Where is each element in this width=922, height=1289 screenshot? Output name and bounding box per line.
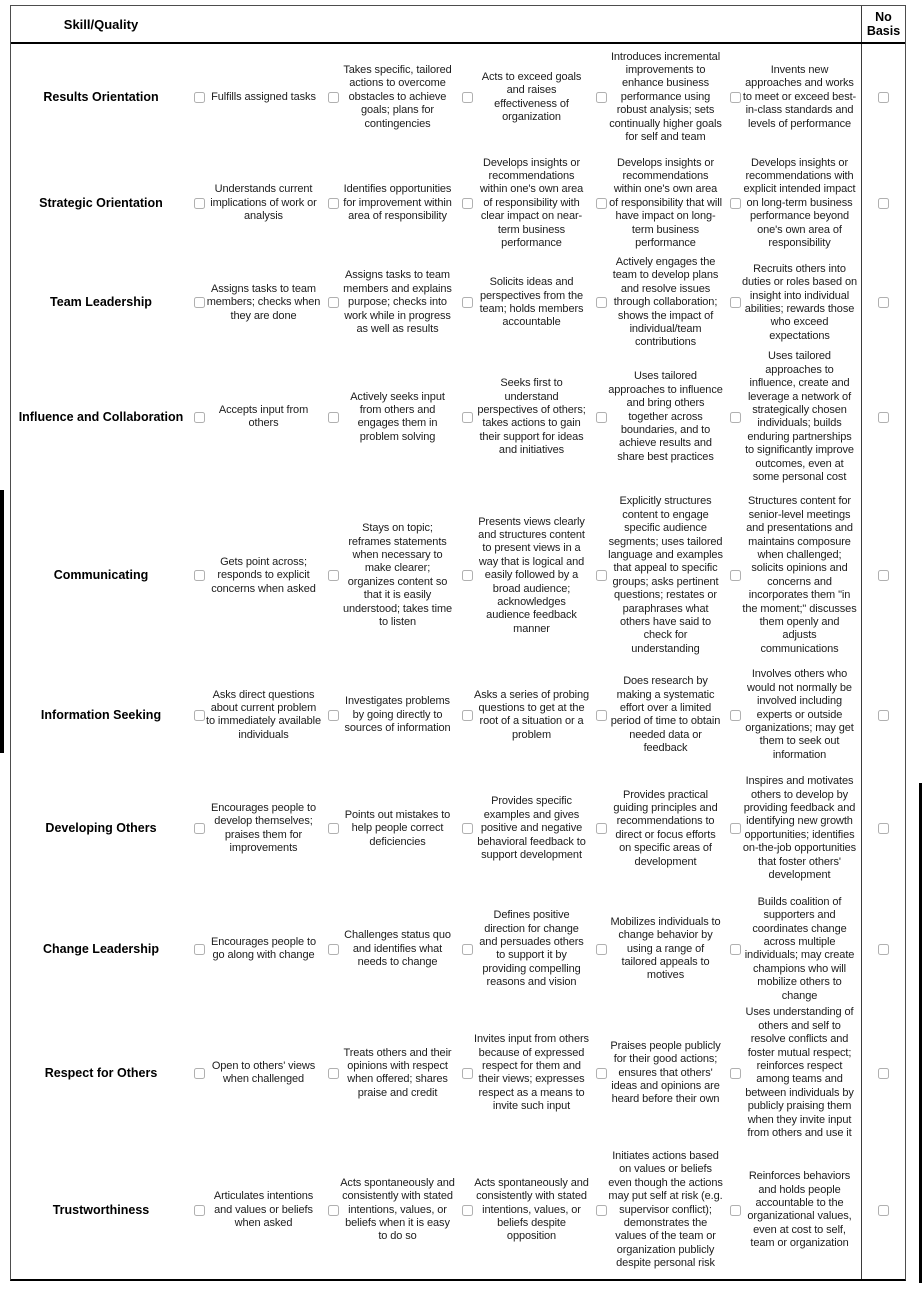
- level-cell: [727, 775, 861, 882]
- skill-name-cell: [11, 1203, 191, 1218]
- no-basis-cell: [861, 350, 905, 485]
- level-cell: [191, 689, 325, 743]
- no-basis-checkbox[interactable]: [878, 710, 889, 721]
- level-cell: [459, 909, 593, 989]
- level-checkbox[interactable]: [328, 1068, 339, 1079]
- level-cell: [325, 809, 459, 849]
- header-spacer: [191, 6, 861, 42]
- no-basis-checkbox[interactable]: [878, 1205, 889, 1216]
- skill-row: [11, 256, 905, 350]
- skill-name-cell: [11, 942, 191, 957]
- no-basis-cell: [861, 894, 905, 1005]
- level-checkbox[interactable]: [194, 823, 205, 834]
- no-basis-cell: [861, 151, 905, 256]
- skill-row: [11, 350, 905, 485]
- level-description: Asks a series of probing questions to get at the root of a situation or a problem: [474, 688, 589, 741]
- level-description: Initiates actions based on values or beliefs even though the actions may put self at risk (e.g. supervisor conflict); demonstrates the values of the team or organization publicly despite personal risk: [608, 1150, 723, 1270]
- level-checkbox[interactable]: [194, 92, 205, 103]
- level-description: Fulfills assigned tasks: [211, 90, 316, 103]
- level-cell: [727, 495, 861, 656]
- skill-name-cell: [11, 196, 191, 211]
- page-edge-artifact-left: [0, 490, 4, 753]
- level-cell: [325, 695, 459, 735]
- level-cell: [325, 1177, 459, 1244]
- level-checkbox[interactable]: [596, 823, 607, 834]
- level-description: Defines positive direction for change and persuades others to support it by providing compelling reasons and vision: [479, 909, 584, 989]
- level-checkbox[interactable]: [194, 412, 205, 423]
- level-checkbox[interactable]: [596, 92, 607, 103]
- level-cell: [325, 522, 459, 629]
- level-description: Involves others who would not normally be involved including experts or outside organizations; may get them to seek out information: [745, 668, 854, 761]
- level-description: Asks direct questions about current problem to immediately available individuals: [206, 688, 321, 741]
- skill-row: [11, 485, 905, 667]
- level-cell: [727, 263, 861, 343]
- level-cell: [191, 283, 325, 323]
- skill-row: [11, 894, 905, 1005]
- level-checkbox[interactable]: [730, 823, 741, 834]
- level-description: Recruits others into duties or roles based on insight into individual abilities; rewards those who exceed expectations: [742, 262, 858, 342]
- level-description: Challenges status quo and identifies what needs to change: [344, 929, 451, 969]
- table-header-row: [11, 6, 905, 44]
- level-description: Develops insights or recommendations within one's own area of responsibility that will have impact on long-term business performance: [609, 156, 722, 250]
- level-description: Uses understanding of others and self to resolve conflicts and foster mutual respect; reinforces respect among teams and between individuals by publicly praising them when they invite input from others and use it: [745, 1006, 854, 1139]
- level-description: Uses tailored approaches to influence, create and leverage a network of strategically chosen individuals; builds enduring partnerships to significantly improve outcomes, even at some personal cost: [745, 350, 854, 483]
- level-cell: [593, 1040, 727, 1107]
- level-description: Actively engages the team to develop plans and resolve issues through collaboration; shows the impact of individual/team contributions: [612, 256, 719, 349]
- no-basis-checkbox[interactable]: [878, 92, 889, 103]
- level-checkbox[interactable]: [730, 92, 741, 103]
- level-cell: [459, 795, 593, 862]
- level-checkbox[interactable]: [730, 198, 741, 209]
- level-cell: [593, 157, 727, 251]
- level-cell: [325, 391, 459, 445]
- level-checkbox[interactable]: [194, 944, 205, 955]
- level-cell: [459, 276, 593, 330]
- level-description: Actively seeks input from others and engages them in problem solving: [350, 390, 445, 443]
- level-cell: [459, 689, 593, 743]
- level-checkbox[interactable]: [596, 1205, 607, 1216]
- level-cell: [593, 916, 727, 983]
- level-cell: [727, 1170, 861, 1250]
- level-description: Mobilizes individuals to change behavior by using a range of tailored appeals to motives: [610, 915, 721, 982]
- level-checkbox[interactable]: [730, 570, 741, 581]
- skill-name: Developing Others: [45, 821, 157, 836]
- level-cell: [325, 1047, 459, 1101]
- level-checkbox[interactable]: [596, 710, 607, 721]
- no-basis-checkbox[interactable]: [878, 823, 889, 834]
- level-description: Takes specific, tailored actions to overcome obstacles to achieve goals; plans for contingencies: [343, 63, 452, 130]
- level-description: Open to others' views when challenged: [211, 1059, 316, 1086]
- level-description: Accepts input from others: [218, 403, 309, 430]
- level-checkbox[interactable]: [596, 570, 607, 581]
- level-checkbox[interactable]: [462, 823, 473, 834]
- level-description: Understands current implications of work or analysis: [210, 183, 317, 223]
- level-checkbox[interactable]: [328, 710, 339, 721]
- competency-rating-table: [10, 5, 906, 1281]
- level-checkbox[interactable]: [596, 297, 607, 308]
- level-checkbox[interactable]: [730, 1068, 741, 1079]
- skill-name: Information Seeking: [40, 707, 162, 722]
- level-checkbox[interactable]: [328, 198, 339, 209]
- level-cell: [593, 256, 727, 350]
- no-basis-checkbox[interactable]: [878, 412, 889, 423]
- level-checkbox[interactable]: [328, 570, 339, 581]
- level-description: Presents views clearly and structures content to present views in a way that is logical and easily followed by a broad audience; acknowledges audience feedback manner: [478, 515, 585, 635]
- level-description: Points out mistakes to help people correct deficiencies: [344, 808, 451, 848]
- skill-name: Change Leadership: [43, 941, 159, 956]
- level-description: Acts spontaneously and consistently with stated intentions, values, or beliefs despite opposition: [474, 1176, 589, 1243]
- level-description: Does research by making a systematic effort over a limited period of time to obtain needed data or feedback: [610, 675, 721, 755]
- skill-name-cell: [11, 1066, 191, 1081]
- skill-name: Team Leadership: [50, 295, 152, 310]
- skill-name-cell: [11, 568, 191, 583]
- level-cell: [727, 668, 861, 762]
- skill-name: Respect for Others: [44, 1065, 158, 1080]
- skill-name: Communicating: [53, 568, 149, 583]
- level-cell: [325, 64, 459, 131]
- no-basis-checkbox[interactable]: [878, 944, 889, 955]
- level-cell: [459, 1177, 593, 1244]
- level-description: Inspires and motivates others to develop by providing feedback and identifying new growth opportunities; identifies on-the-job opportunities that foster others' development: [742, 775, 857, 882]
- level-cell: [191, 183, 325, 223]
- no-basis-cell: [861, 44, 905, 151]
- skill-row: [11, 667, 905, 764]
- level-description: Praises people publicly for their good actions; ensures that others' ideas and opinions are heard before their own: [610, 1039, 721, 1106]
- level-checkbox[interactable]: [328, 1205, 339, 1216]
- skill-name-cell: [11, 295, 191, 310]
- level-cell: [191, 1190, 325, 1230]
- level-cell: [459, 1033, 593, 1113]
- level-checkbox[interactable]: [462, 710, 473, 721]
- skill-name-cell: [11, 410, 191, 425]
- level-cell: [325, 929, 459, 969]
- level-description: Encourages people to go along with change: [210, 935, 317, 962]
- skill-name: Influence and Collaboration: [18, 409, 184, 424]
- level-cell: [325, 183, 459, 223]
- level-checkbox[interactable]: [462, 1205, 473, 1216]
- level-checkbox[interactable]: [194, 1068, 205, 1079]
- level-cell: [459, 377, 593, 457]
- skill-name: Strategic Orientation: [39, 196, 163, 210]
- skill-name-cell: [11, 708, 191, 723]
- no-basis-cell: [861, 1142, 905, 1279]
- level-description: Invents new approaches and works to meet or exceed best-in-class standards and levels of performance: [742, 63, 857, 130]
- level-cell: [727, 896, 861, 1003]
- level-cell: [459, 71, 593, 125]
- skill-name: Trustworthiness: [52, 1202, 150, 1217]
- level-checkbox[interactable]: [730, 944, 741, 955]
- level-cell: [593, 51, 727, 145]
- level-description: Acts to exceed goals and raises effectiveness of organization: [481, 70, 582, 123]
- level-cell: [593, 675, 727, 755]
- level-checkbox[interactable]: [730, 710, 741, 721]
- level-description: Provides practical guiding principles and recommendations to direct or focus efforts on specific areas of development: [613, 788, 718, 868]
- skill-quality-header-label: Skill/Quality: [63, 16, 139, 32]
- level-checkbox[interactable]: [194, 570, 205, 581]
- no-basis-checkbox[interactable]: [878, 570, 889, 581]
- level-cell: [459, 157, 593, 251]
- no-basis-header-cell: [861, 6, 905, 42]
- level-cell: [593, 1150, 727, 1271]
- level-checkbox[interactable]: [596, 198, 607, 209]
- level-checkbox[interactable]: [730, 297, 741, 308]
- level-checkbox[interactable]: [328, 297, 339, 308]
- level-description: Structures content for senior-level meetings and presentations and maintains composure when challenged; solicits opinions and concerns and incorporates them "in the moment;" discusses them openly and adjusts communications: [742, 495, 857, 655]
- no-basis-cell: [861, 485, 905, 667]
- level-description: Explicitly structures content to engage specific audience segments; uses tailored language and examples that appeal to specific groups; asks pertinent questions; restates or paraphrases what others have said to check for understanding: [608, 495, 723, 655]
- level-cell: [191, 556, 325, 596]
- skill-row: [11, 764, 905, 894]
- level-description: Reinforces behaviors and holds people accountable to the organizational values, even at cost to self, team or organization: [747, 1170, 852, 1250]
- level-description: Gets point across; responds to explicit concerns when asked: [211, 555, 316, 595]
- no-basis-checkbox[interactable]: [878, 198, 889, 209]
- level-description: Builds coalition of supporters and coordinates change across multiple individuals; may create champions who will mobilize others to change: [744, 895, 855, 1002]
- level-description: Seeks first to understand perspectives of others; takes actions to gain their support for ideas and initiatives: [477, 377, 586, 457]
- skill-name: Results Orientation: [43, 90, 159, 104]
- level-description: Investigates problems by going directly to sources of information: [344, 695, 451, 735]
- level-cell: [191, 404, 325, 431]
- level-checkbox[interactable]: [462, 1068, 473, 1079]
- level-checkbox[interactable]: [462, 297, 473, 308]
- level-description: Articulates intentions and values or beliefs when asked: [213, 1190, 314, 1230]
- level-cell: [325, 269, 459, 336]
- level-checkbox[interactable]: [462, 92, 473, 103]
- level-cell: [727, 350, 861, 484]
- level-checkbox[interactable]: [194, 198, 205, 209]
- level-checkbox[interactable]: [194, 1205, 205, 1216]
- level-checkbox[interactable]: [328, 412, 339, 423]
- level-description: Acts spontaneously and consistently with stated intentions, values, or beliefs when it is easy to do so: [340, 1176, 455, 1243]
- level-description: Introduces incremental improvements to enhance business performance using robust analysis; sets continually higher goals for self and team: [609, 50, 722, 144]
- no-basis-cell: [861, 256, 905, 350]
- level-checkbox[interactable]: [194, 710, 205, 721]
- level-cell: [593, 370, 727, 464]
- level-checkbox[interactable]: [194, 297, 205, 308]
- level-checkbox[interactable]: [462, 198, 473, 209]
- level-description: Encourages people to develop themselves; praises them for improvements: [210, 802, 317, 855]
- level-cell: [593, 789, 727, 869]
- level-checkbox[interactable]: [462, 570, 473, 581]
- level-checkbox[interactable]: [596, 412, 607, 423]
- level-cell: [593, 495, 727, 656]
- level-description: Solicits ideas and perspectives from the team; holds members accountable: [479, 276, 584, 329]
- level-description: Identifies opportunities for improvement within area of responsibility: [343, 183, 452, 223]
- level-checkbox[interactable]: [328, 92, 339, 103]
- level-cell: [727, 157, 861, 251]
- skill-row: [11, 44, 905, 151]
- table-body: [11, 44, 905, 1279]
- level-cell: [191, 936, 325, 963]
- level-checkbox[interactable]: [462, 944, 473, 955]
- level-description: Develops insights or recommendations within one's own area of responsibility with clear impact on near-term business performance: [479, 156, 584, 250]
- level-description: Invites input from others because of expressed respect for them and their views; expresses respect as a means to invite such input: [474, 1033, 589, 1113]
- level-checkbox[interactable]: [730, 1205, 741, 1216]
- level-checkbox[interactable]: [730, 412, 741, 423]
- level-description: Treats others and their opinions with respect when offered; shares praise and credit: [343, 1046, 452, 1099]
- level-cell: [727, 64, 861, 131]
- level-description: Uses tailored approaches to influence and bring others together across boundaries, and to achieve results and share best practices: [608, 370, 723, 463]
- level-cell: [191, 91, 325, 104]
- level-description: Assigns tasks to team members; checks when they are done: [206, 282, 321, 322]
- level-checkbox[interactable]: [328, 944, 339, 955]
- skill-name-cell: [11, 90, 191, 105]
- no-basis-checkbox[interactable]: [878, 297, 889, 308]
- level-checkbox[interactable]: [462, 412, 473, 423]
- no-basis-checkbox[interactable]: [878, 1068, 889, 1079]
- skill-quality-header-cell: [11, 6, 191, 42]
- skill-row: [11, 1005, 905, 1142]
- level-description: Develops insights or recommendations with explicit intended impact on long-term business performance beyond one's own area of responsibility: [743, 156, 856, 250]
- skill-row: [11, 151, 905, 256]
- no-basis-cell: [861, 764, 905, 894]
- level-description: Stays on topic; reframes statements when necessary to make clearer; organizes content so that it is easily understood; takes time to listen: [342, 522, 453, 629]
- skill-name-cell: [11, 821, 191, 836]
- level-checkbox[interactable]: [596, 1068, 607, 1079]
- no-basis-header-label: No Basis: [866, 9, 901, 38]
- level-description: Assigns tasks to team members and explains purpose; checks into work while in progress as well as results: [343, 269, 452, 336]
- level-cell: [727, 1006, 861, 1140]
- level-cell: [191, 802, 325, 856]
- level-cell: [191, 1060, 325, 1087]
- skill-row: [11, 1142, 905, 1279]
- level-checkbox[interactable]: [596, 944, 607, 955]
- no-basis-cell: [861, 1005, 905, 1142]
- level-description: Provides specific examples and gives positive and negative behavioral feedback to support development: [477, 795, 586, 861]
- level-cell: [459, 516, 593, 637]
- level-checkbox[interactable]: [328, 823, 339, 834]
- no-basis-cell: [861, 667, 905, 764]
